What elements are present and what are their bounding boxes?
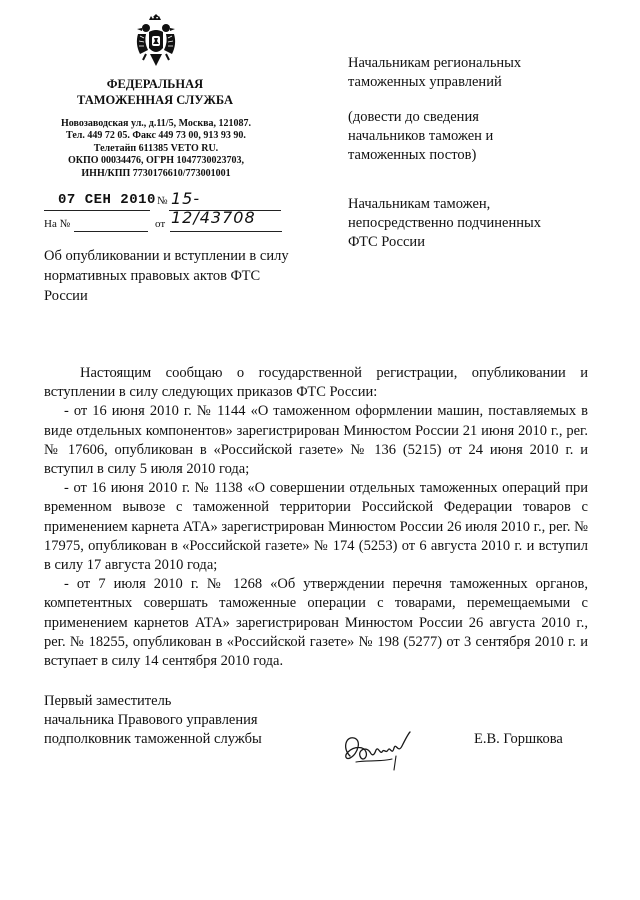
signatory-line3: подполковник таможенной службы [44, 731, 262, 748]
agency-inn-kpp: ИНН/КПП 7730176610/773001001 [81, 167, 231, 179]
body-intro: Настоящим сообщаю о государственной регистрации, опубликовании и вступлении в силу следующих приказов ФТС России: [44, 365, 588, 401]
recipient-group2-line3: ФТС России [348, 234, 425, 250]
recipient-group2-line2: непосредственно подчиненных [348, 215, 541, 231]
body-item-order-1138: - от 16 июня 2010 г. № 1138 «О совершении отдельных таможенных операций при временном вывозе с таможенной территории Российской Федерации товаров с применением карнета АТА» зарегистрирован Минюстом России 26 июля 2010 г., рег. № 17975, опубликован в «Российской газете» № 174 (5253) от 6 августа 2010 г. и вступил в силу 17 августа 2010 года; [44, 480, 588, 574]
agency-phone-fax: Тел. 449 72 05. Факс 449 73 00, 913 93 90. [66, 130, 246, 142]
signatory-position [44, 692, 304, 750]
agency-okpo-ogrn: ОКПО 00034476, ОГРН 1047730023703, [67, 155, 245, 167]
agency-telex: Телетайп 611385 VETO RU. [93, 142, 219, 154]
letter-body [44, 364, 588, 671]
recipient-group2-line1: Начальникам таможен, [348, 196, 491, 212]
recipient-group1-line2: таможенных управлений [348, 74, 502, 90]
recipient-group1-note1: (довести до сведения [348, 109, 479, 125]
reply-to-number-label: На № [44, 218, 71, 230]
outgoing-number: 15-12/43708 [171, 189, 256, 227]
agency-contacts [54, 118, 258, 180]
recipient-group1-note3: таможенных постов) [348, 147, 477, 163]
signatory-line2: начальника Правового управления [44, 712, 258, 729]
letter-subject: Об опубликовании и вступлении в силу нормативных правовых актов ФТС России [44, 248, 289, 304]
reply-to-date-label: от [155, 218, 166, 230]
outgoing-number-label: № [157, 195, 168, 207]
body-item-order-1268: - от 7 июля 2010 г. № 1268 «Об утверждении перечня таможенных органов, компетентных совершать таможенные операции с товарами, перемещаемыми с применением карнетов АТА» зарегистрирован Минюстом России 26 августа 2010 г., рег. № 18255, опубликован в «Российской газете» № 198 (5277) от 3 сентября 2010 г. и вступает в силу 14 сентября 2010 года. [44, 576, 588, 670]
agency-address: Новозаводская ул., д.11/5, Москва, 121087. [61, 118, 251, 129]
agency-name [60, 76, 250, 108]
recipients-block [348, 54, 608, 252]
double-headed-eagle-emblem-icon [134, 14, 178, 70]
recipient-group1-note2: начальников таможен и [348, 128, 494, 144]
reply-to-reference [44, 218, 294, 236]
handwritten-signature-icon [336, 726, 428, 774]
signatory-line1: Первый заместитель [44, 693, 172, 709]
body-item-order-1144: - от 16 июня 2010 г. № 1144 «О таможенном оформлении машин, поставляемых в виде отдельных компонентов» зарегистрирован Минюстом России 21 июня 2010 г., рег. № 17606, опубликован в «Российской газете» № 136 (5215) от 24 июня 2010 г. и вступил в силу 5 июля 2010 года; [44, 403, 588, 478]
agency-name-line2: ТАМОЖЕННАЯ СЛУЖБА [77, 93, 233, 107]
outgoing-date: 07 СЕН 2010 [58, 192, 156, 208]
signer-name: Е.В. Горшкова [474, 731, 563, 747]
recipient-group1-line1: Начальникам региональных [348, 55, 522, 71]
agency-name-line1: ФЕДЕРАЛЬНАЯ [106, 77, 204, 91]
